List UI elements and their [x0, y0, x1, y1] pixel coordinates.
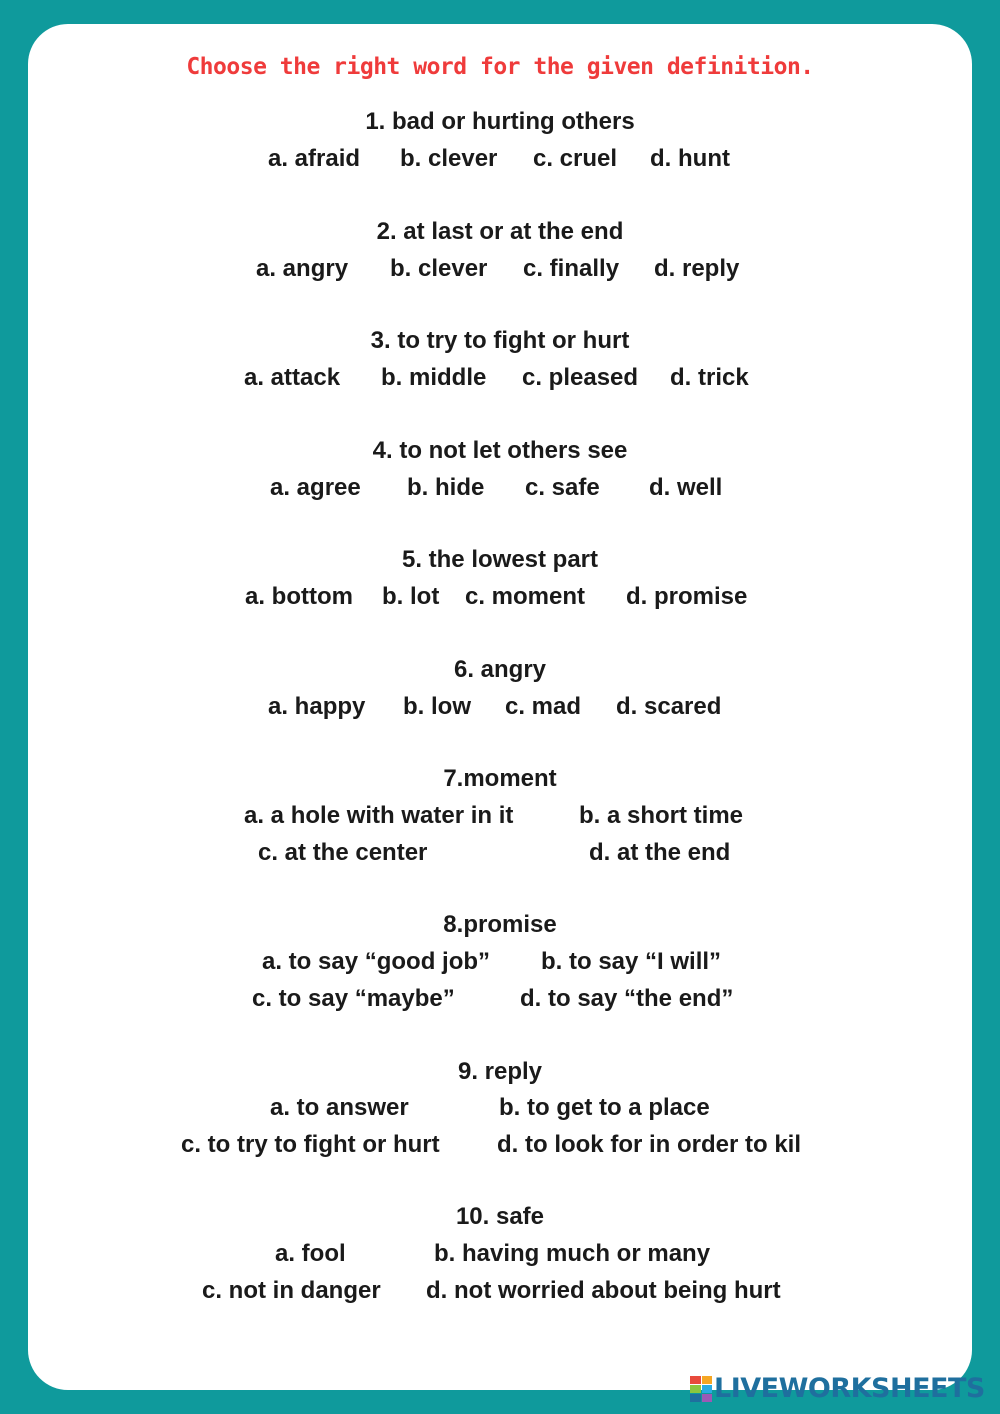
answer-option[interactable]: a. a hole with water in it: [244, 802, 514, 829]
answer-option[interactable]: d. trick: [670, 364, 749, 391]
answer-option[interactable]: b. clever: [390, 255, 488, 282]
answer-option[interactable]: a. angry: [256, 255, 349, 282]
worksheet-title: Choose the right word for the given definition.: [186, 54, 814, 80]
answer-option[interactable]: a. bottom: [245, 583, 353, 610]
question-prompt: 1. bad or hurting others: [365, 108, 635, 135]
logo-tiles-icon: [690, 1376, 712, 1402]
answer-option[interactable]: b. low: [403, 693, 471, 720]
answer-option[interactable]: b. having much or many: [434, 1240, 711, 1267]
answer-option[interactable]: c. safe: [525, 474, 600, 501]
answer-option[interactable]: d. to look for in order to kil: [497, 1131, 801, 1158]
answer-option[interactable]: a. to say “good job”: [262, 948, 491, 975]
answer-option[interactable]: a. fool: [275, 1240, 346, 1267]
question-prompt: 5. the lowest part: [401, 546, 599, 573]
answer-option[interactable]: d. well: [649, 474, 723, 501]
question-prompt: 7.moment: [443, 765, 557, 792]
answer-option[interactable]: c. to try to fight or hurt: [181, 1131, 440, 1158]
answer-option[interactable]: c. cruel: [533, 145, 618, 172]
question-prompt: 2. at last or at the end: [376, 218, 624, 245]
answer-option[interactable]: b. hide: [407, 474, 485, 501]
answer-option[interactable]: c. moment: [465, 583, 586, 610]
answer-option[interactable]: a. attack: [244, 364, 341, 391]
answer-option[interactable]: d. promise: [626, 583, 748, 610]
answer-option[interactable]: d. at the end: [589, 839, 731, 866]
answer-option[interactable]: d. to say “the end”: [520, 985, 734, 1012]
answer-option[interactable]: b. middle: [381, 364, 487, 391]
answer-option[interactable]: b. to get to a place: [499, 1094, 710, 1121]
liveworksheets-logo[interactable]: [690, 1374, 985, 1404]
answer-option[interactable]: b. to say “I will”: [541, 948, 722, 975]
answer-option[interactable]: d. reply: [654, 255, 740, 282]
answer-option[interactable]: c. pleased: [522, 364, 639, 391]
question-prompt: 10. safe: [455, 1203, 545, 1230]
answer-option[interactable]: b. a short time: [579, 802, 744, 829]
answer-option[interactable]: b. clever: [400, 145, 498, 172]
answer-option[interactable]: d. scared: [616, 693, 722, 720]
answer-option[interactable]: c. to say “maybe”: [252, 985, 455, 1012]
answer-option[interactable]: c. at the center: [258, 839, 428, 866]
answer-option[interactable]: d. hunt: [650, 145, 730, 172]
question-prompt: 6. angry: [453, 656, 547, 683]
question-prompt: 9. reply: [457, 1058, 543, 1085]
answer-option[interactable]: a. happy: [268, 693, 366, 720]
question-prompt: 8.promise: [443, 911, 557, 938]
answer-option[interactable]: c. mad: [505, 693, 582, 720]
answer-option[interactable]: d. not worried about being hurt: [426, 1277, 781, 1304]
question-prompt: 3. to try to fight or hurt: [370, 327, 630, 354]
answer-option[interactable]: a. agree: [270, 474, 361, 501]
answer-option[interactable]: c. not in danger: [202, 1277, 381, 1304]
answer-option[interactable]: a. afraid: [268, 145, 361, 172]
answer-option[interactable]: c. finally: [523, 255, 620, 282]
brand-name: LIVEWORKSHEETS: [714, 1373, 985, 1404]
question-prompt: 4. to not let others see: [372, 437, 628, 464]
answer-option[interactable]: a. to answer: [270, 1094, 409, 1121]
answer-option[interactable]: b. lot: [382, 583, 440, 610]
